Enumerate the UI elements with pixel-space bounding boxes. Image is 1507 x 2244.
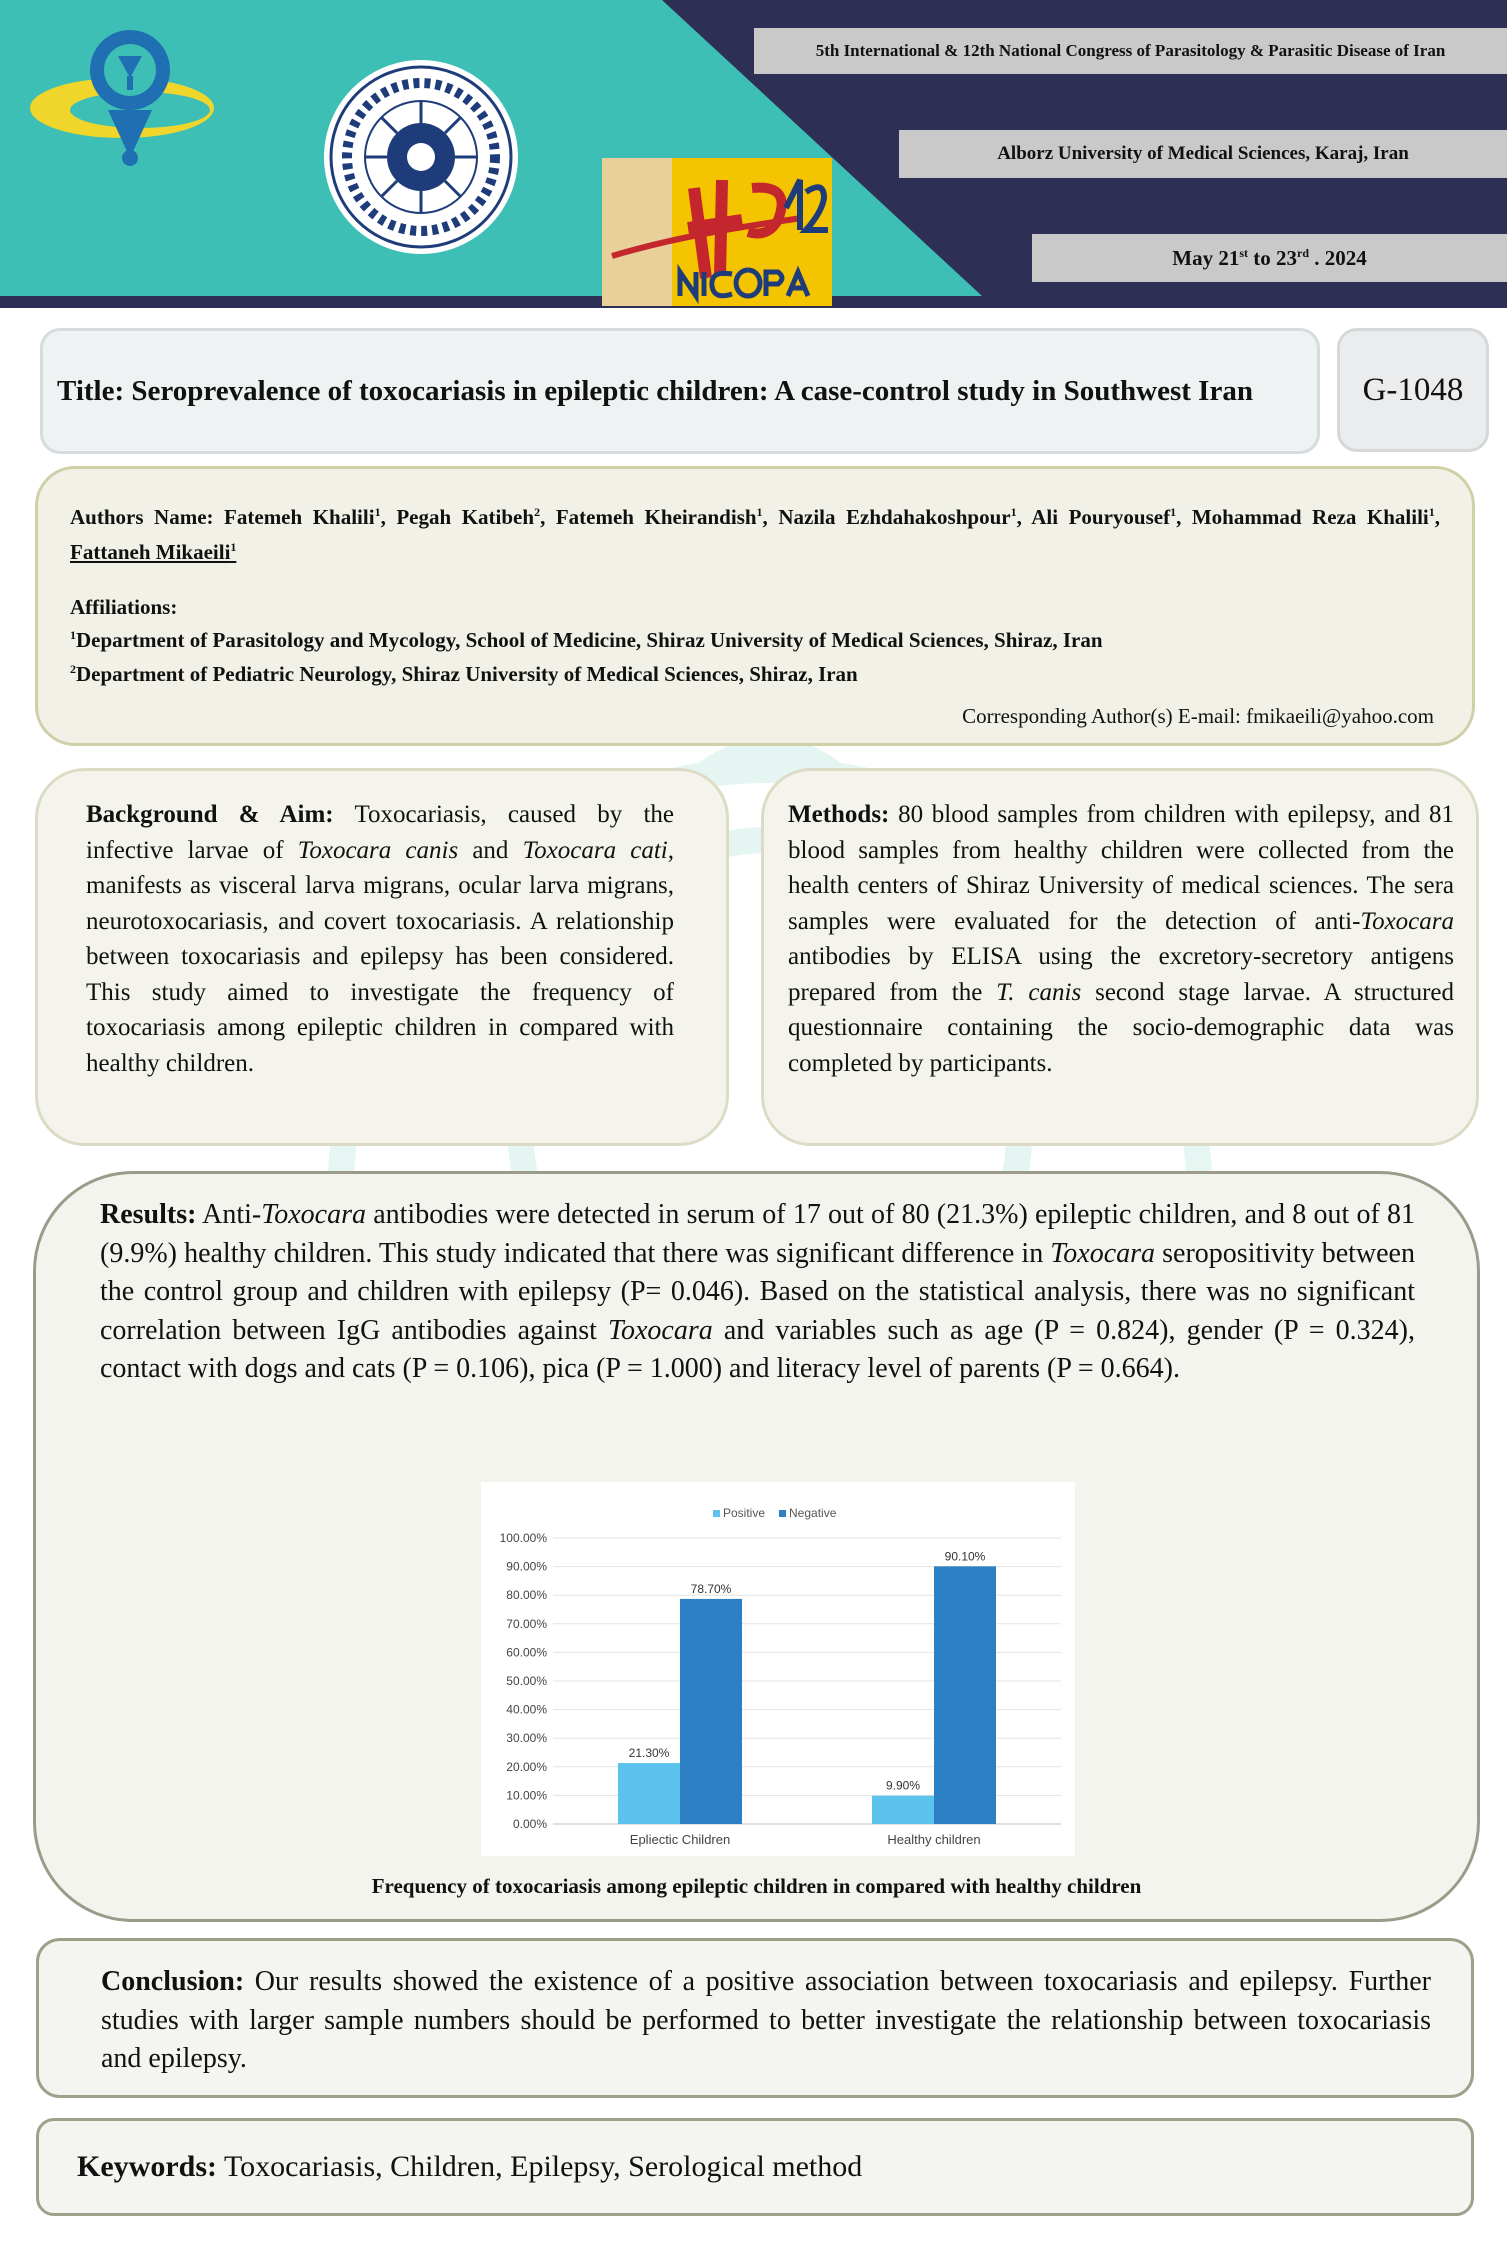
methods-box — [761, 768, 1479, 1146]
background-box — [35, 768, 729, 1146]
results-text: Results: Anti-Toxocara antibodies were detected in serum of 17 out of 80 (21.3%) epileptic children, and 8 out of 81 (9.9%) healthy children. This study indicated that there was significant difference in Toxocara seropositivity between the control group and children with epilepsy (P= 0.046). Based on the statistical analysis, there was no significant correlation between IgG antibodies against Toxocara and variables such as age (P = 0.824), gender (P = 0.324), contact with dogs and cats (P = 0.106), pica (P = 1.000) and literacy level of parents (P = 0.664). — [100, 1199, 1416, 1384]
corresponding-author: Fattaneh Mikaeili$^1$ — [70, 540, 237, 564]
legend-swatch-positive — [713, 1510, 720, 1517]
y-tick-label: 100.00% — [499, 1531, 547, 1545]
poster-code: G-1048 — [1362, 371, 1464, 408]
affiliation-2: $^2$Department of Pediatric Neurology, Shiraz University of Medical Sciences, Shiraz, Iran — [70, 662, 858, 686]
y-tick-label: 50.00% — [506, 1674, 547, 1688]
header-banner — [0, 0, 1507, 308]
background-text: Background & Aim: Toxocariasis, caused by the infective larvae of Toxocara canis and Toxocara cati, manifests as visceral larva migrans, ocular larva migrans, neurotoxocariasis, and covert toxocariasis. A relationship between toxocariasis and epilepsy has been considered. This study aimed to investigate the frequency of toxocariasis among epileptic children in compared with healthy children. — [86, 801, 674, 1077]
bar-negative — [934, 1566, 996, 1824]
keywords-text: Keywords: Toxocariasis, Children, Epilepsy, Serological method — [77, 2150, 863, 2183]
date-bar — [1032, 234, 1507, 282]
author: Ali Pouryousef$^1$, — [1031, 505, 1182, 529]
bar-positive — [872, 1796, 934, 1824]
affiliation-1: $^1$Department of Parasitology and Mycology, School of Medicine, Shiraz University of Medical Sciences, Shiraz, Iran — [70, 628, 1103, 652]
y-tick-label: 90.00% — [506, 1559, 547, 1574]
congress-emblem-logo — [22, 18, 232, 168]
data-label: 9.90% — [885, 1778, 921, 1793]
y-tick-label: 40.00% — [506, 1702, 547, 1717]
authors-label: Authors Name: — [70, 505, 214, 529]
title-box — [40, 328, 1320, 454]
bar-positive — [618, 1763, 680, 1824]
corresponding-email: Corresponding Author(s) E-mail: fmikaeili@yahoo.com — [962, 704, 1434, 728]
conclusion-box — [36, 1938, 1474, 2098]
legend-label-positive: Positive — [723, 1506, 766, 1520]
keywords-box — [36, 2118, 1474, 2216]
code-box — [1337, 328, 1489, 452]
congress-name-bar — [754, 28, 1507, 74]
x-category-label: Healthy children — [887, 1832, 981, 1847]
congress-name: 5th International & 12th National Congress of Parasitology & Parasitic Disease of Iran — [815, 41, 1446, 60]
author: Fatemeh Khalili$^1$, — [224, 505, 386, 529]
legend-label-negative: Negative — [789, 1506, 837, 1520]
results-chart — [481, 1482, 1075, 1856]
chart-svg — [481, 1482, 1075, 1856]
data-label: 21.30% — [628, 1746, 670, 1761]
legend-swatch-negative — [779, 1510, 786, 1517]
authors-box — [35, 466, 1475, 746]
y-tick-label: 20.00% — [506, 1759, 547, 1774]
congress-date: May 21st to 23rd . 2024 — [1172, 245, 1367, 270]
y-tick-label: 10.00% — [506, 1788, 547, 1803]
conclusion-text: Conclusion: Our results showed the existence of a positive association between toxocariasis and epilepsy. Further studies with larger sample numbers should be performed to better investigate the relationship between toxocariasis and epilepsy. — [101, 1966, 1431, 2074]
data-label: 90.10% — [944, 1549, 986, 1564]
nicopa-12-logo — [602, 158, 832, 306]
x-category-label: Epliectic Children — [629, 1832, 731, 1847]
author: Mohammad Reza Khalili$^1$, — [1191, 505, 1440, 529]
y-tick-label: 70.00% — [506, 1616, 547, 1631]
results-box — [33, 1171, 1480, 1922]
author: Fatemeh Kheirandish$^1$, — [555, 505, 768, 529]
y-tick-label: 30.00% — [506, 1731, 547, 1746]
y-tick-label: 80.00% — [506, 1588, 547, 1603]
poster-title: Title: Seroprevalence of toxocariasis in epileptic children: A case-control study in Southwest Iran — [57, 374, 1253, 407]
y-tick-label: 60.00% — [506, 1645, 547, 1660]
university-bar — [899, 130, 1507, 178]
author: Nazila Ezhdahakoshpour$^1$, — [778, 505, 1022, 529]
bar-negative — [680, 1599, 742, 1824]
iranian-society-of-parasitology-seal — [322, 58, 520, 256]
author: Pegah Katibeh$^2$, — [396, 505, 546, 529]
authors-list — [70, 497, 1440, 567]
university-name: Alborz University of Medical Sciences, Karaj, Iran — [997, 143, 1409, 164]
data-label: 78.70% — [690, 1581, 732, 1596]
y-tick-label: 0.00% — [512, 1817, 547, 1831]
methods-text: Methods: 80 blood samples from children with epilepsy, and 81 blood samples from healthy children were collected from the health centers of Shiraz University of medical sciences. The sera samples were evaluated for the detection of anti-Toxocara antibodies by ELISA using the excretory-secretory antigens prepared from the T. canis second stage larvae. A structured questionnaire containing the socio-demographic data was completed by participants. — [788, 801, 1455, 1077]
chart-caption: Frequency of toxocariasis among epileptic children in compared with healthy children — [371, 1874, 1142, 1898]
affiliations-label: Affiliations: — [70, 595, 178, 619]
